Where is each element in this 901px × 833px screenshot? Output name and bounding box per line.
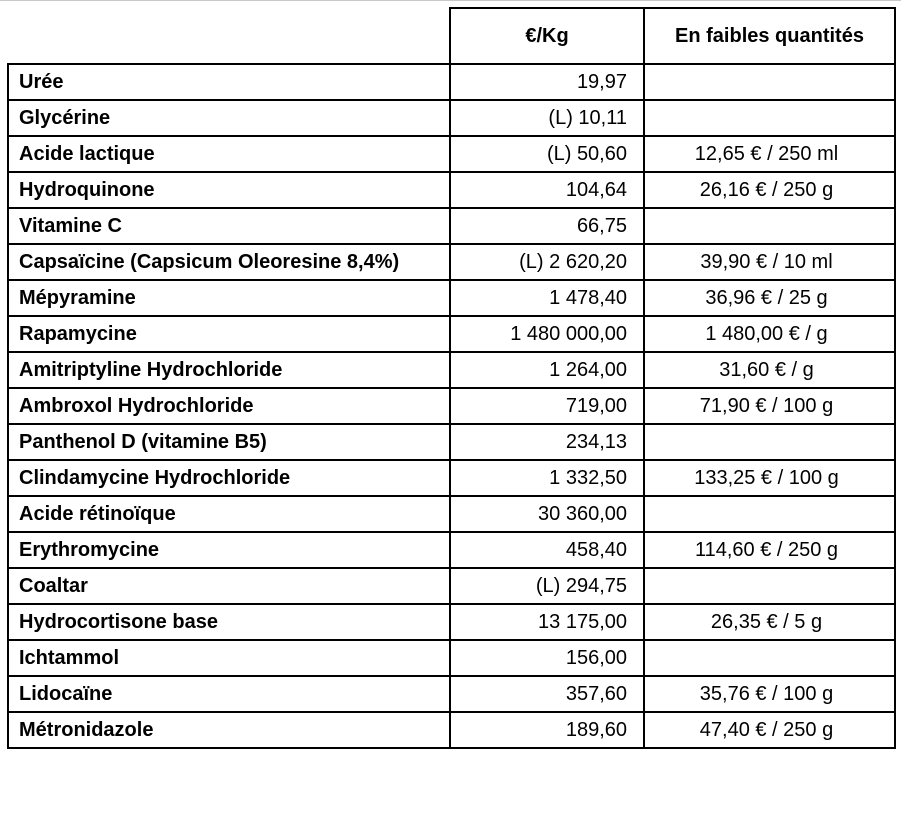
table-row: [8, 316, 895, 352]
price-per-kg-cell: 1 480 000,00: [450, 316, 644, 352]
table-row: [8, 532, 895, 568]
table-row: [8, 100, 895, 136]
substance-name-cell: Coaltar: [8, 568, 450, 604]
price-per-kg-cell: 458,40: [450, 532, 644, 568]
small-quantity-price-cell: [644, 424, 895, 460]
small-quantity-price-cell: 39,90 € / 10 ml: [644, 244, 895, 280]
substance-name-cell: Acide rétinoïque: [8, 496, 450, 532]
substance-name-cell: Lidocaïne: [8, 676, 450, 712]
substance-name-cell: Panthenol D (vitamine B5): [8, 424, 450, 460]
table-row: [8, 640, 895, 676]
substance-name-cell: Erythromycine: [8, 532, 450, 568]
price-per-kg-cell: (L) 50,60: [450, 136, 644, 172]
substance-name-cell: Urée: [8, 64, 450, 100]
small-quantity-price-cell: [644, 64, 895, 100]
substance-name-cell: Rapamycine: [8, 316, 450, 352]
small-quantity-price-cell: 47,40 € / 250 g: [644, 712, 895, 748]
small-quantity-price-cell: 26,16 € / 250 g: [644, 172, 895, 208]
price-per-kg-cell: (L) 10,11: [450, 100, 644, 136]
substance-name-cell: Vitamine C: [8, 208, 450, 244]
substance-name-cell: Métronidazole: [8, 712, 450, 748]
price-per-kg-cell: (L) 2 620,20: [450, 244, 644, 280]
header-row: [8, 8, 895, 64]
substance-name-cell: Ambroxol Hydrochloride: [8, 388, 450, 424]
small-quantity-price-cell: [644, 100, 895, 136]
header-small-quantities: En faibles quantités: [644, 8, 895, 64]
table-row: [8, 712, 895, 748]
price-per-kg-cell: 357,60: [450, 676, 644, 712]
substance-name-cell: Mépyramine: [8, 280, 450, 316]
price-per-kg-cell: 719,00: [450, 388, 644, 424]
table-row: [8, 136, 895, 172]
price-per-kg-cell: 1 264,00: [450, 352, 644, 388]
price-per-kg-cell: 104,64: [450, 172, 644, 208]
small-quantity-price-cell: [644, 208, 895, 244]
table-body: [8, 64, 895, 748]
substance-name-cell: Clindamycine Hydrochloride: [8, 460, 450, 496]
table-row: [8, 388, 895, 424]
small-quantity-price-cell: 35,76 € / 100 g: [644, 676, 895, 712]
price-per-kg-cell: 13 175,00: [450, 604, 644, 640]
substance-name-cell: Hydroquinone: [8, 172, 450, 208]
header-price-per-kg: €/Kg: [450, 8, 644, 64]
table-row: [8, 496, 895, 532]
table-row: [8, 352, 895, 388]
small-quantity-price-cell: [644, 640, 895, 676]
table-row: [8, 568, 895, 604]
small-quantity-price-cell: 133,25 € / 100 g: [644, 460, 895, 496]
table-row: [8, 208, 895, 244]
small-quantity-price-cell: 12,65 € / 250 ml: [644, 136, 895, 172]
table-row: [8, 604, 895, 640]
small-quantity-price-cell: [644, 496, 895, 532]
price-per-kg-cell: 19,97: [450, 64, 644, 100]
price-table: [7, 7, 896, 749]
small-quantity-price-cell: 1 480,00 € / g: [644, 316, 895, 352]
price-per-kg-cell: 66,75: [450, 208, 644, 244]
small-quantity-price-cell: 31,60 € / g: [644, 352, 895, 388]
table-header: [8, 8, 895, 64]
price-per-kg-cell: (L) 294,75: [450, 568, 644, 604]
substance-name-cell: Amitriptyline Hydrochloride: [8, 352, 450, 388]
small-quantity-price-cell: [644, 568, 895, 604]
small-quantity-price-cell: 114,60 € / 250 g: [644, 532, 895, 568]
price-per-kg-cell: 234,13: [450, 424, 644, 460]
small-quantity-price-cell: 36,96 € / 25 g: [644, 280, 895, 316]
substance-name-cell: Hydrocortisone base: [8, 604, 450, 640]
price-per-kg-cell: 156,00: [450, 640, 644, 676]
header-blank-cell: [8, 8, 450, 64]
substance-name-cell: Capsaïcine (Capsicum Oleoresine 8,4%): [8, 244, 450, 280]
price-per-kg-cell: 1 332,50: [450, 460, 644, 496]
price-per-kg-cell: 1 478,40: [450, 280, 644, 316]
table-row: [8, 172, 895, 208]
price-per-kg-cell: 30 360,00: [450, 496, 644, 532]
table-row: [8, 244, 895, 280]
table-row: [8, 676, 895, 712]
substance-name-cell: Glycérine: [8, 100, 450, 136]
table-row: [8, 64, 895, 100]
top-divider: [0, 0, 901, 1]
substance-name-cell: Acide lactique: [8, 136, 450, 172]
small-quantity-price-cell: 26,35 € / 5 g: [644, 604, 895, 640]
price-per-kg-cell: 189,60: [450, 712, 644, 748]
table-row: [8, 424, 895, 460]
small-quantity-price-cell: 71,90 € / 100 g: [644, 388, 895, 424]
substance-name-cell: Ichtammol: [8, 640, 450, 676]
table-row: [8, 280, 895, 316]
table-row: [8, 460, 895, 496]
